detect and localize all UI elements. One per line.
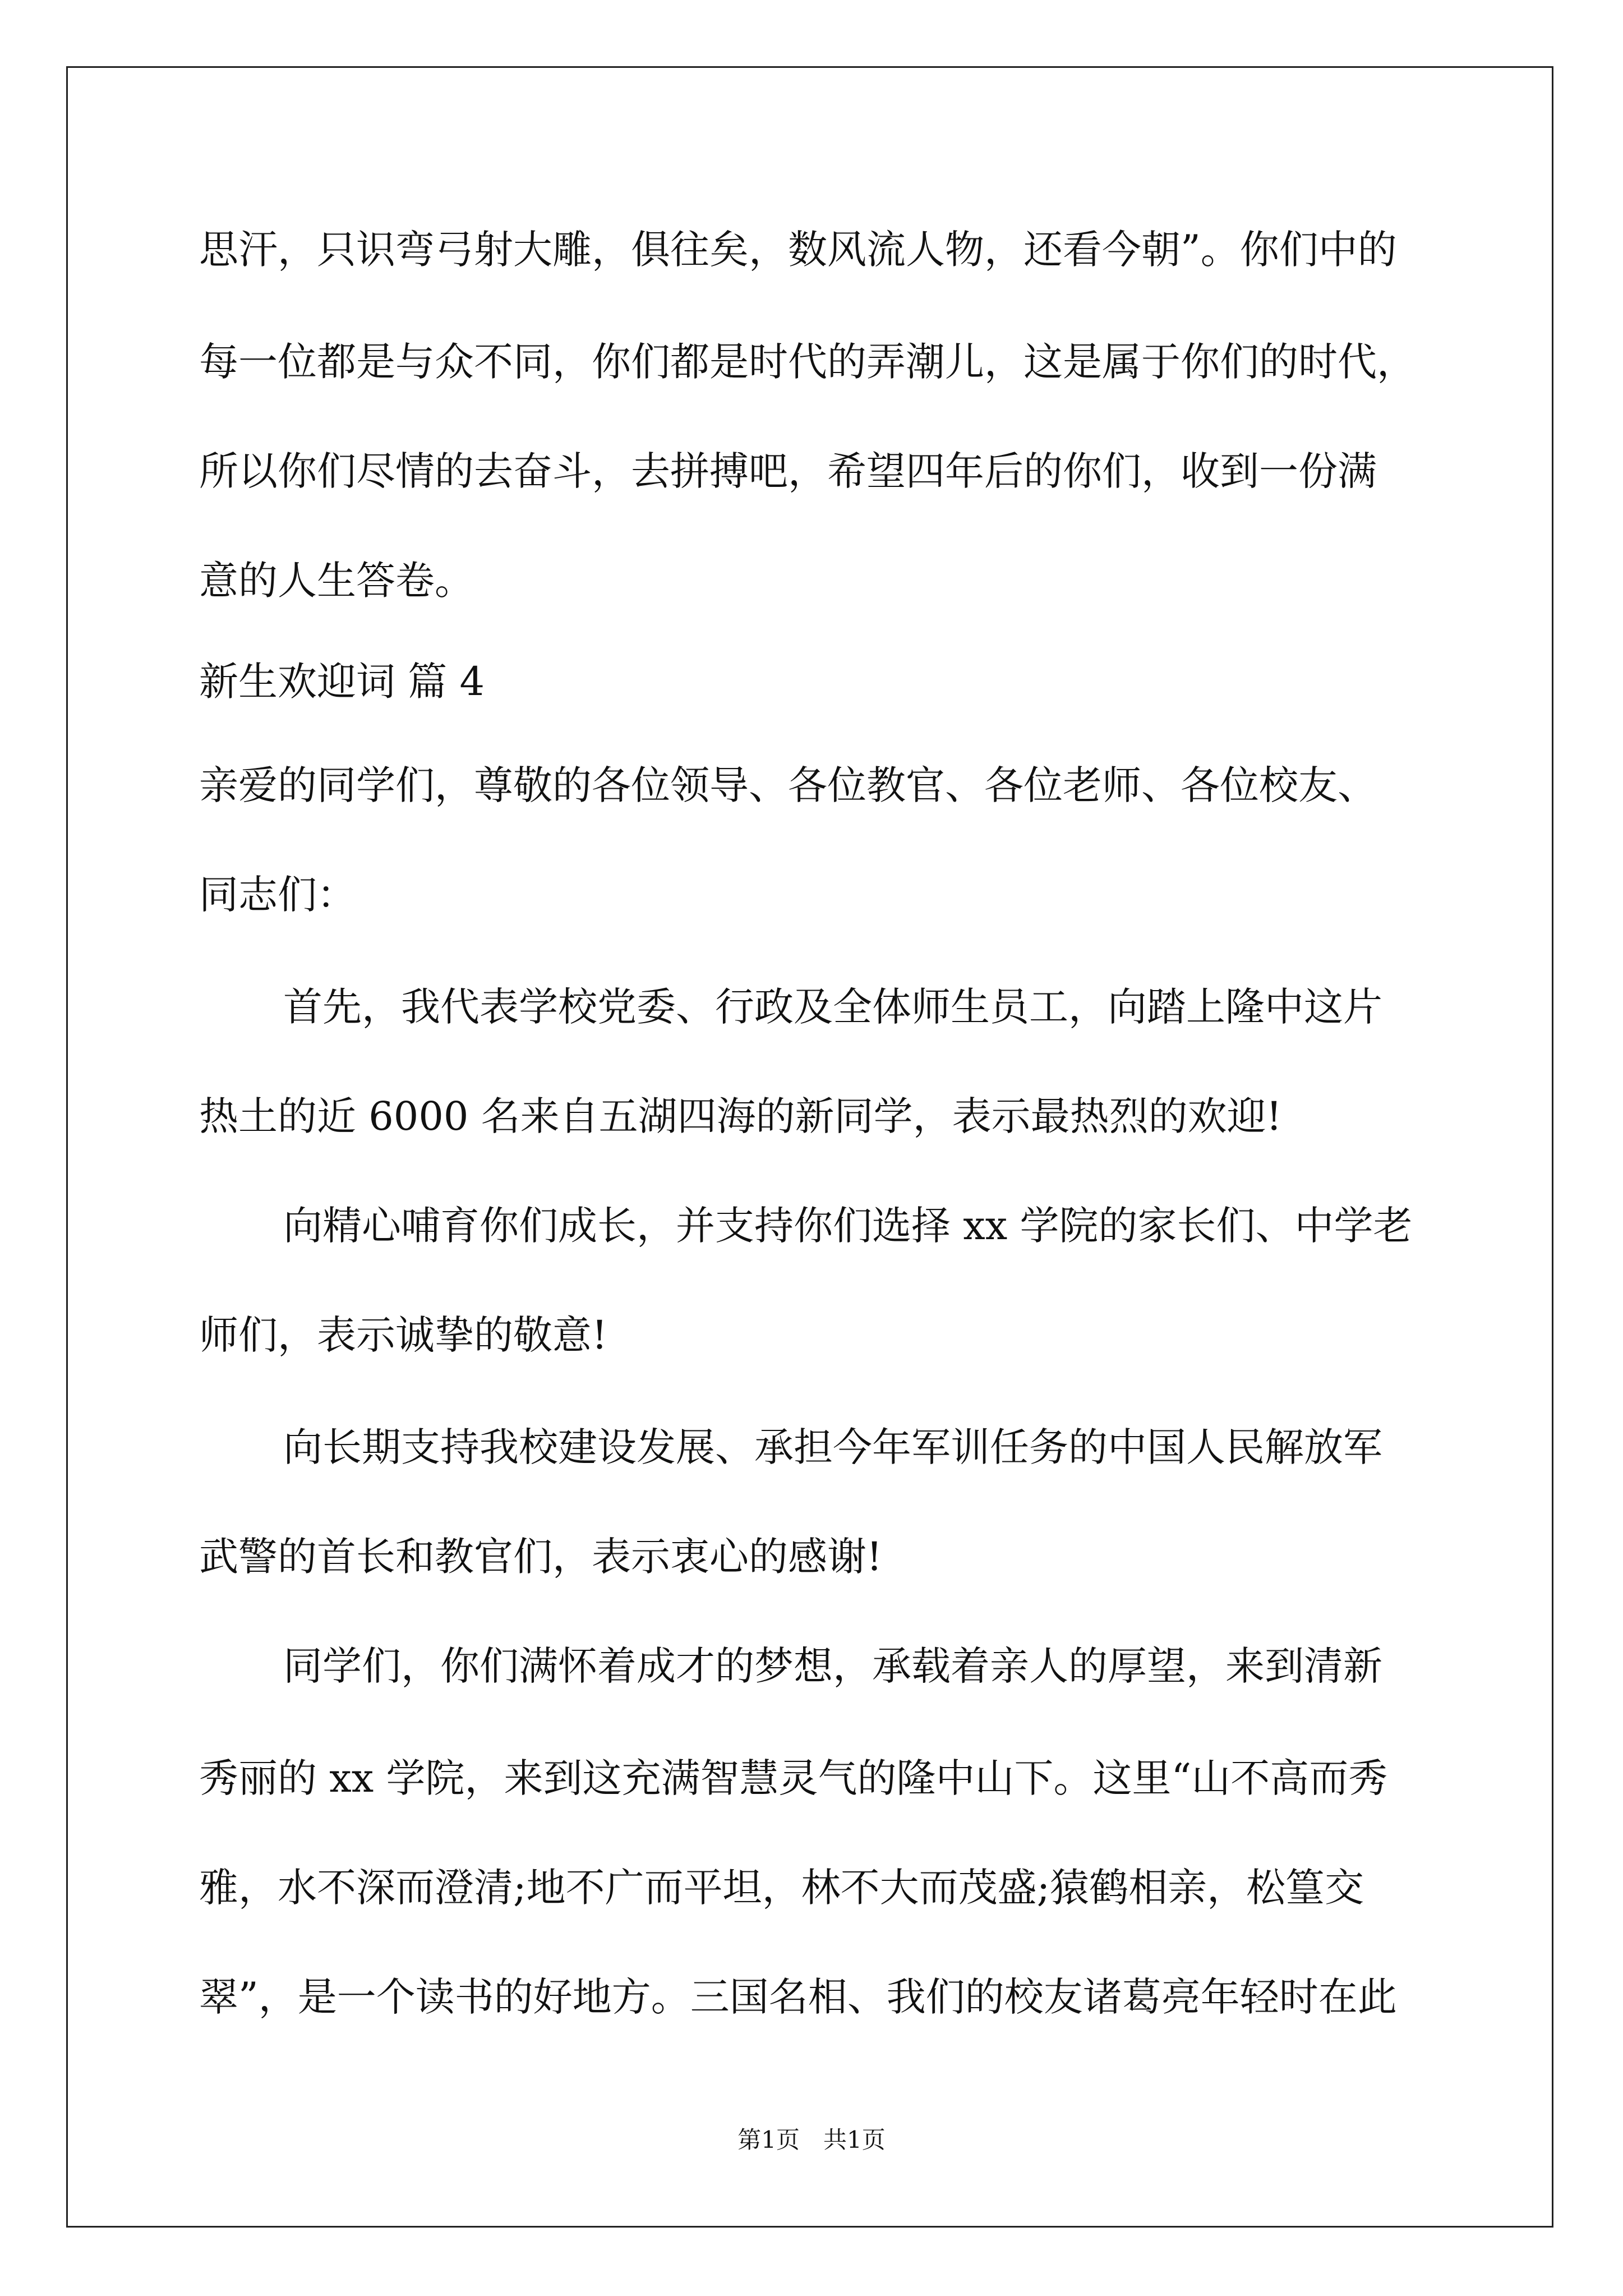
page-footer: 第1页 共1页 [737,2126,886,2154]
paragraph-line: 每一位都是与众不同，你们都是时代的弄潮儿，这是属于你们的时代， [199,339,1416,385]
salutation-line: 同志们： [199,872,356,918]
salutation-line: 亲爱的同学们，尊敬的各位领导、各位教官、各位老师、各位校友、 [199,762,1377,808]
paragraph-line: 秀丽的 xx 学院，来到这充满智慧灵气的隆中山下。这里“山不高而秀 [199,1755,1388,1801]
paragraph-line: 首先，我代表学校党委、行政及全体师生员工，向踏上隆中这片 [283,984,1382,1030]
paragraph-line: 热土的近 6000 名来自五湖四海的新同学，表示最热烈的欢迎! [199,1093,1282,1139]
paragraph-line: 向长期支持我校建设发展、承担今年军训任务的中国人民解放军 [283,1424,1382,1470]
paragraph-line: 所以你们尽情的去奋斗，去拼搏吧，希望四年后的你们，收到一份满 [199,448,1377,494]
section-heading: 新生欢迎词 篇 4 [199,659,485,705]
paragraph-line: 向精心哺育你们成长，并支持你们选择 xx 学院的家长们、中学老 [283,1203,1413,1249]
paragraph-line: 武警的首长和教官们，表示衷心的感谢! [199,1534,883,1580]
paragraph-line: 翠”，是一个读书的好地方。三国名相、我们的校友诸葛亮年轻时在此 [199,1974,1397,2020]
paragraph-line: 思汗，只识弯弓射大雕，俱往矣，数风流人物，还看今朝”。你们中的 [199,227,1397,273]
paragraph-line: 雅，水不深而澄清;地不广而平坦，林不大而茂盛;猿鹤相亲，松篁交 [199,1865,1364,1911]
paragraph-line: 意的人生答卷。 [199,558,474,604]
paragraph-line: 师们，表示诚挚的敬意! [199,1312,608,1358]
paragraph-line: 同学们，你们满怀着成才的梦想，承载着亲人的厚望，来到清新 [283,1643,1382,1689]
